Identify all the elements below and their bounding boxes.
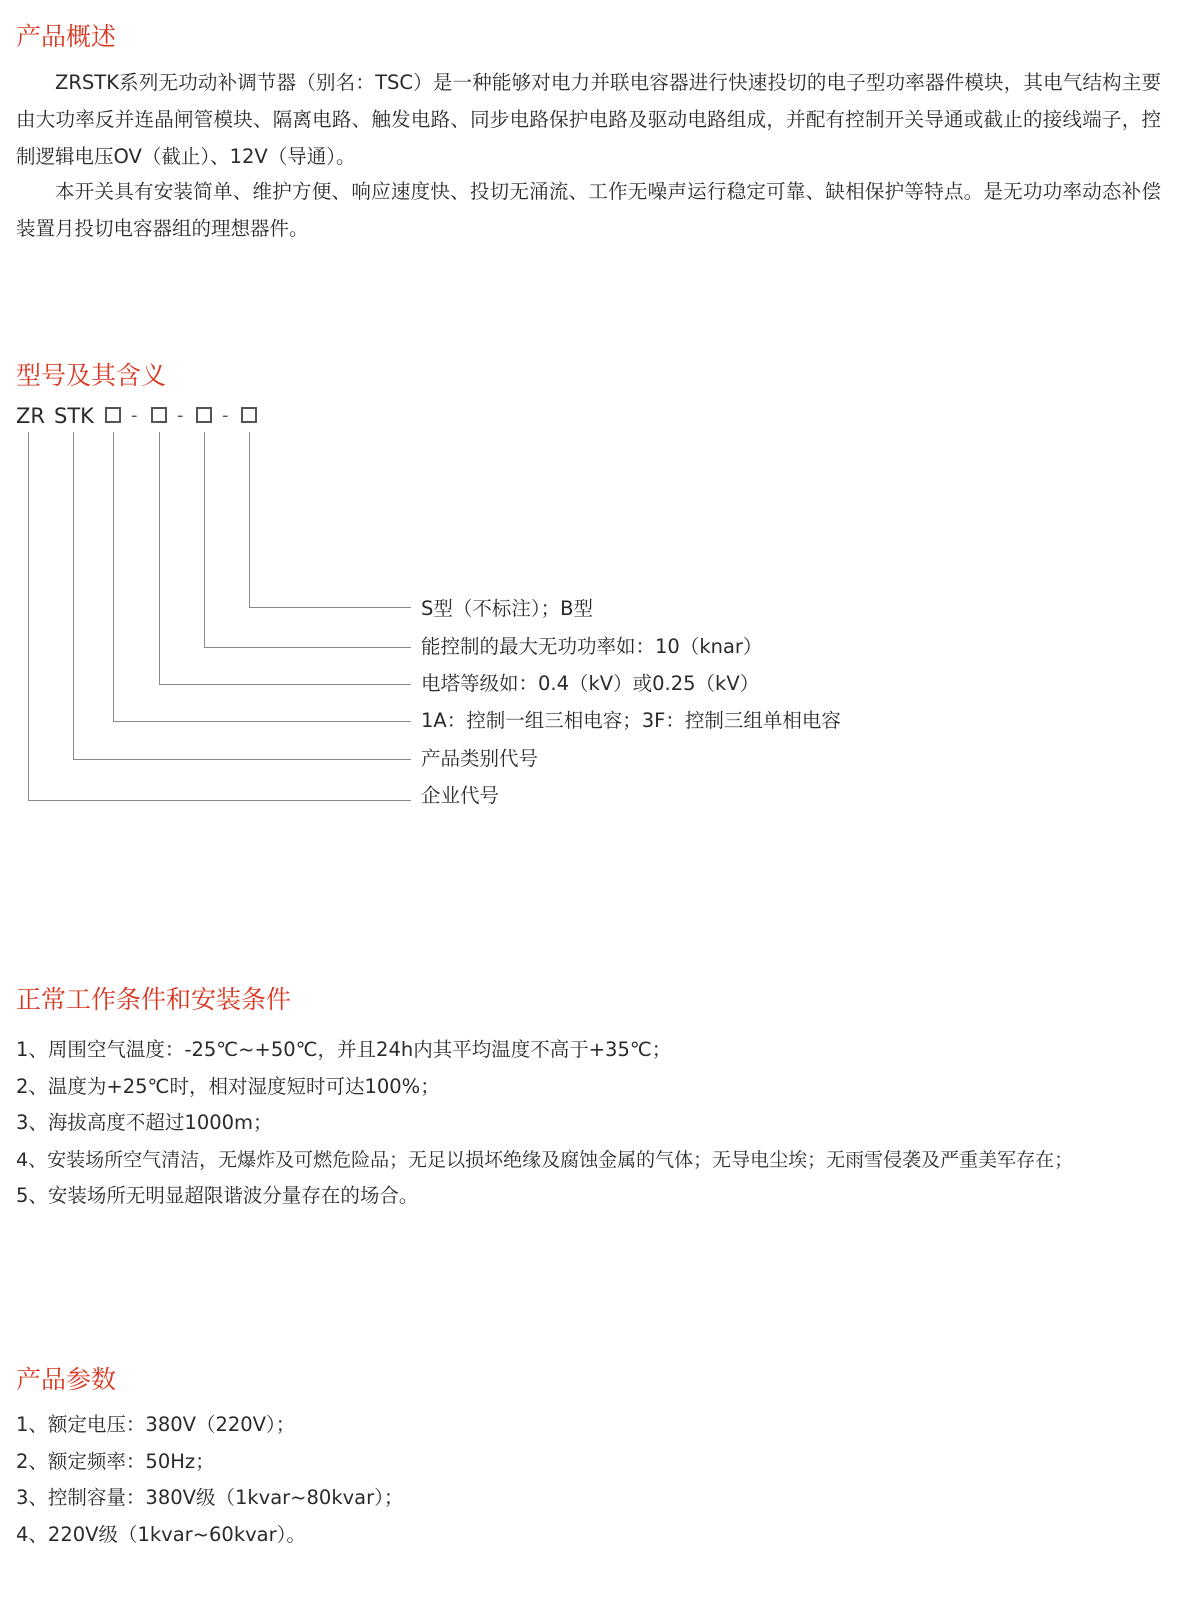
legend-item-4: 1A：控制一组三相电容；3F：控制三组单相电容 (421, 709, 841, 732)
list-item: 4、安装场所空气清洁，无爆炸及可燃危险品；无足以损坏绝缘及腐蚀金属的气体；无导电尘埃；无雨雪侵袭及严重美军存在； (16, 1148, 1074, 1171)
connector-vertical-series (73, 432, 74, 759)
legend-item-1: S型（不标注）；B型 (421, 597, 594, 620)
list-item: 3、控制容量：380V级（1kvar~80kvar）； (16, 1486, 404, 1509)
connector-vertical-box-4 (249, 432, 250, 607)
legend-item-3: 电塔等级如：0.4（kV）或0.25（kV） (421, 672, 760, 695)
code-box-1 (105, 407, 121, 423)
code-series: STK (54, 404, 94, 428)
code-dash-2: - (177, 405, 184, 426)
connector-vertical-box-1 (113, 432, 114, 721)
legend-item-6: 企业代号 (421, 784, 500, 807)
connector-horizontal-5 (73, 759, 411, 760)
list-item: 4、220V级（1kvar~60kvar）。 (16, 1522, 306, 1546)
list-item: 5、安装场所无明显超限谐波分量存在的场合。 (16, 1184, 419, 1207)
list-item: 3、海拔高度不超过1000m； (16, 1111, 273, 1134)
code-box-2 (151, 407, 167, 423)
legend-item-2: 能控制的最大无功功率如：10（knar） (421, 635, 763, 658)
code-prefix: ZR (16, 404, 45, 428)
list-item: 1、周围空气温度：-25℃~+50℃，并且24h内其平均温度不高于+35℃； (16, 1038, 672, 1061)
connector-horizontal-1 (249, 607, 411, 608)
params-list (16, 1407, 403, 1553)
connector-horizontal-3 (159, 684, 411, 685)
connector-vertical-prefix (28, 432, 29, 800)
code-box-3 (196, 407, 212, 423)
connector-horizontal-2 (204, 647, 411, 648)
list-item: 2、额定频率：50Hz； (16, 1449, 215, 1473)
connector-horizontal-6 (28, 800, 411, 801)
list-item: 2、温度为+25℃时，相对湿度短时可达100%； (16, 1074, 440, 1098)
overview-paragraph-1: ZRSTK系列无功动补调节器（别名：TSC）是一种能够对电力并联电容器进行快速投切的电子型功率器件模块，其电气结构主要由大功率反并连晶闸管模块、隔离电路、触发电路、同步电路保护电路及驱动电路组成，并配有控制开关导通或截止的接线端子，控制逻辑电压OV（截止）、12V（导通）。 (16, 71, 1161, 168)
overview-paragraph-2: 本开关具有安装简单、维护方便、响应速度快、投切无涌流、工作无噪声运行稳定可靠、缺相保护等特点。是无功功率动态补偿装置月投切电容器组的理想器件。 (16, 180, 1161, 240)
connector-vertical-box-2 (159, 432, 160, 684)
params-title: 产品参数 (16, 1365, 117, 1394)
connector-vertical-box-3 (204, 432, 205, 647)
code-dash-1: - (131, 405, 138, 426)
overview-title: 产品概述 (16, 22, 117, 51)
conditions-list (16, 1032, 1073, 1215)
list-item: 1、额定电压：380V（220V）； (16, 1413, 296, 1436)
conditions-title: 正常工作条件和安装条件 (16, 985, 292, 1014)
code-box-4 (241, 407, 257, 423)
legend-item-5: 产品类别代号 (421, 747, 539, 770)
code-dash-3: - (222, 405, 229, 426)
model-title: 型号及其含义 (16, 361, 167, 390)
connector-horizontal-4 (113, 721, 411, 722)
